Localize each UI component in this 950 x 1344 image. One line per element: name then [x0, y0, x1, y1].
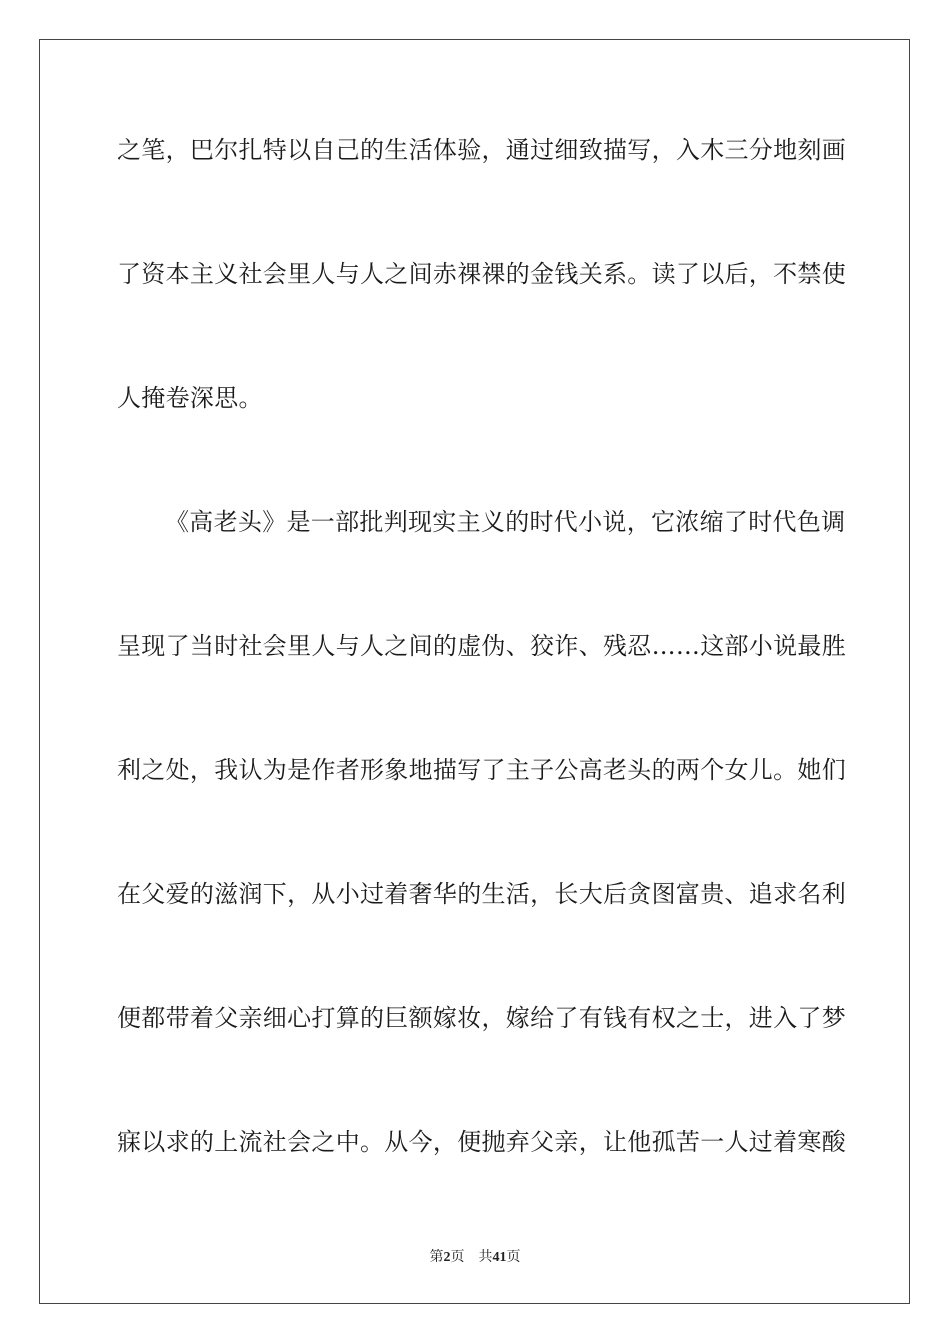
- total-suffix: 页: [506, 1249, 521, 1265]
- text-line-9: 寐以求的上流社会之中。从今，便抛弃父亲，让他孤苦一人过着寒酸: [117, 1128, 846, 1156]
- page-number: 2: [443, 1250, 451, 1265]
- page-footer: [0, 1248, 950, 1267]
- text-line-1: 之笔，巴尔扎特以自己的生活体验，通过细致描写，入木三分地刻画: [117, 136, 846, 164]
- text-line-3: 人掩卷深思。: [117, 384, 263, 412]
- text-line-7: 在父爱的滋润下，从小过着奢华的生活，长大后贪图富贵、追求名利: [117, 880, 846, 908]
- total-pages: 41: [492, 1250, 507, 1265]
- page-border: [39, 39, 910, 1304]
- page-suffix: 页: [450, 1249, 465, 1265]
- text-line-2: 了资本主义社会里人与人之间赤祼祼的金钱关系。读了以后，不禁使: [117, 260, 846, 288]
- text-line-6: 利之处，我认为是作者形象地描写了主子公高老头的两个女儿。她们: [117, 756, 846, 784]
- text-line-8: 便都带着父亲细心打算的巨额嫁妆，嫁给了有钱有权之士，进入了梦: [117, 1004, 846, 1032]
- paragraph-start-line: 《高老头》是一部批判现实主义的时代小说，它浓缩了时代色调: [165, 508, 846, 536]
- page-prefix: 第: [429, 1249, 444, 1265]
- text-line-5: 呈现了当时社会里人与人之间的虚伪、狡诈、残忍……这部小说最胜: [117, 632, 846, 660]
- total-prefix: 共: [478, 1249, 493, 1265]
